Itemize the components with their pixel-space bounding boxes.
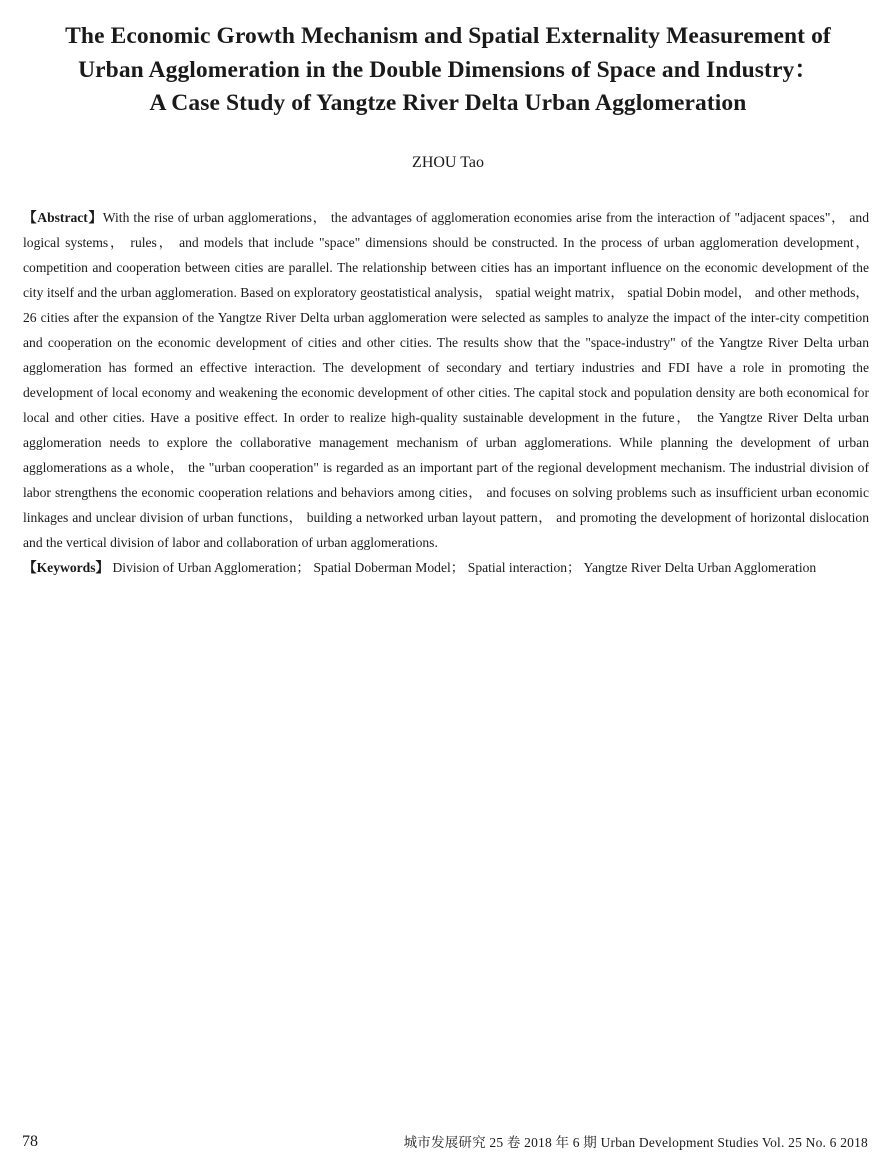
keywords-text: Division of Urban Agglomeration； Spatial Doberman Model； Spatial interaction； Yangtze River Delta Urban Agglomeration <box>109 560 817 575</box>
abstract-text: With the rise of urban agglomerations， the advantages of agglomeration economies arise from the interaction of "adjacent spaces"， and logical systems， rules， and models that include "space" dimensions should be constructed. In the process of urban agglomeration development， competition and cooperation between cities are parallel. The relationship between cities has an important influence on the economic development of the city itself and the urban agglomeration. Based on exploratory geostatistical analysis， spatial weight matrix， spatial Dobin model， and other methods， 26 cities after the expansion of the Yangtze River Delta urban agglomeration were selected as samples to analyze the impact of the inter-city competition and cooperation on the economic development of cities and other cities. The results show that the "space-industry" of the Yangtze River Delta urban agglomeration has formed an effective interaction. The development of secondary and tertiary industries and FDI have a role in promoting the development of local economy and weakening the economic development of other cities. The capital stock and population density are both economical for local and other cities. Have a positive effect. In order to realize high-quality sustainable development in the future， the Yangtze River Delta urban agglomeration needs to explore the collaborative management mechanism of urban agglomerations. While planning the development of urban agglomerations as a whole， the "urban cooperation" is regarded as an important part of the regional development mechanism. The industrial division of labor strengthens the economic cooperation relations and behaviors among cities， and focuses on solving problems such as insufficient urban economic linkages and unclear division of urban functions， building a networked urban layout pattern， and promoting the development of horizontal dislocation and the vertical division of labor and collaboration of urban agglomerations. <box>23 210 869 550</box>
title-line-2: Urban Agglomeration in the Double Dimensions of Space and Industry： <box>78 56 818 83</box>
abstract-paragraph <box>23 205 869 555</box>
journal-citation: 城市发展研究 25 卷 2018 年 6 期 Urban Development Studies Vol. 25 No. 6 2018 <box>403 1135 868 1150</box>
paper-title <box>0 20 896 121</box>
abstract-section <box>23 205 869 580</box>
title-line-1: The Economic Growth Mechanism and Spatial Externality Measurement of <box>65 23 831 49</box>
abstract-label: 【Abstract】 <box>23 210 103 225</box>
title-line-3: A Case Study of Yangtze River Delta Urban Agglomeration <box>149 90 747 116</box>
author-name: ZHOU Tao <box>412 154 484 171</box>
keywords-label: 【Keywords】 <box>23 560 110 575</box>
page-number: 78 <box>22 1133 38 1150</box>
keywords-paragraph <box>23 555 869 580</box>
